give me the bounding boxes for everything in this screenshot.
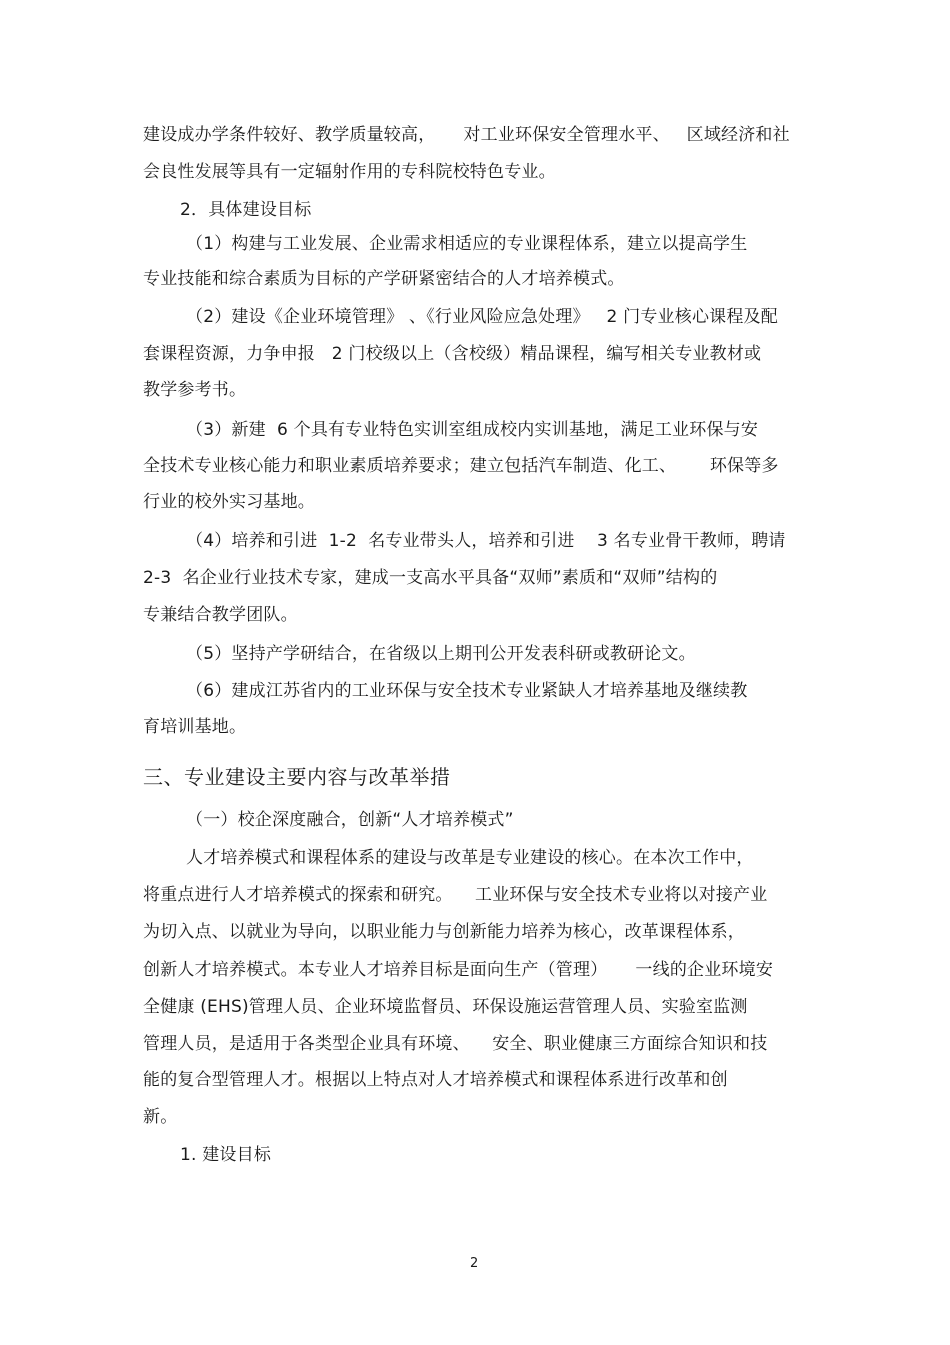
paragraph-line: 为切入点、以就业为导向，以职业能力与创新能力培养为核心，改革课程体系， [143, 922, 745, 942]
paragraph-line: （4）培养和引进 1-2 名专业带头人，培养和引进 3 名专业骨干教师，聘请 [186, 531, 786, 551]
paragraph-line: 2-3 名企业行业技术专家，建成一支高水平具备“双师”素质和“双师”结构的 [143, 568, 718, 588]
paragraph-line: 管理人员，是适用于各类型企业具有环境、 安全、职业健康三方面综合知识和技 [143, 1034, 768, 1054]
paragraph-line: 新。 [143, 1107, 178, 1127]
subsection-heading: （一）校企深度融合，创新“人才培养模式” [186, 810, 514, 830]
paragraph-line: 全技术专业核心能力和职业素质培养要求；建立包括汽车制造、化工、 环保等多 [143, 456, 779, 476]
paragraph-line: 教学参考书。 [143, 380, 247, 400]
section-heading: 三、专业建设主要内容与改革举措 [143, 765, 451, 789]
page-number: 2 [470, 1256, 479, 1271]
paragraph-line: 将重点进行人才培养模式的探索和研究。 工业环保与安全技术专业将以对接产业 [143, 885, 768, 905]
paragraph-line: 行业的校外实习基地。 [143, 492, 315, 512]
paragraph-line: （3）新建 6 个具有专业特色实训室组成校内实训基地，满足工业环保与安 [186, 420, 759, 440]
paragraph-line: 创新人才培养模式。本专业人才培养目标是面向生产（管理） 一线的企业环境安 [143, 960, 774, 980]
section-subheading: 2．具体建设目标 [180, 200, 312, 220]
paragraph-line: （2）建设《企业环境管理》 、《行业风险应急处理》 2 门专业核心课程及配 [186, 307, 778, 327]
paragraph-line: （1）构建与工业发展、企业需求相适应的专业课程体系，建立以提高学生 [186, 234, 748, 254]
paragraph-line: 育培训基地。 [143, 717, 247, 737]
paragraph-line: 全健康 (EHS)管理人员、企业环境监督员、环保设施运营管理人员、实验室监测 [143, 997, 748, 1017]
paragraph-line: 建设成办学条件较好、教学质量较高， 对工业环保安全管理水平、 区域经济和社 [143, 125, 790, 145]
paragraph-line: （5）坚持产学研结合，在省级以上期刊公开发表科研或教研论文。 [186, 644, 696, 664]
paragraph-line: 能的复合型管理人才。根据以上特点对人才培养模式和课程体系进行改革和创 [143, 1070, 728, 1090]
paragraph-line: 人才培养模式和课程体系的建设与改革是专业建设的核心。在本次工作中， [186, 848, 754, 868]
subsection-heading: 1. 建设目标 [180, 1145, 272, 1165]
paragraph-line: 专兼结合教学团队。 [143, 605, 298, 625]
paragraph-line: 套课程资源，力争申报 2 门校级以上（含校级）精品课程，编写相关专业教材或 [143, 344, 762, 364]
paragraph-line: （6）建成江苏省内的工业环保与安全技术专业紧缺人才培养基地及继续教 [186, 681, 748, 701]
paragraph-line: 专业技能和综合素质为目标的产学研紧密结合的人才培养模式。 [143, 269, 625, 289]
paragraph-line: 会良性发展等具有一定辐射作用的专科院校特色专业。 [143, 162, 556, 182]
